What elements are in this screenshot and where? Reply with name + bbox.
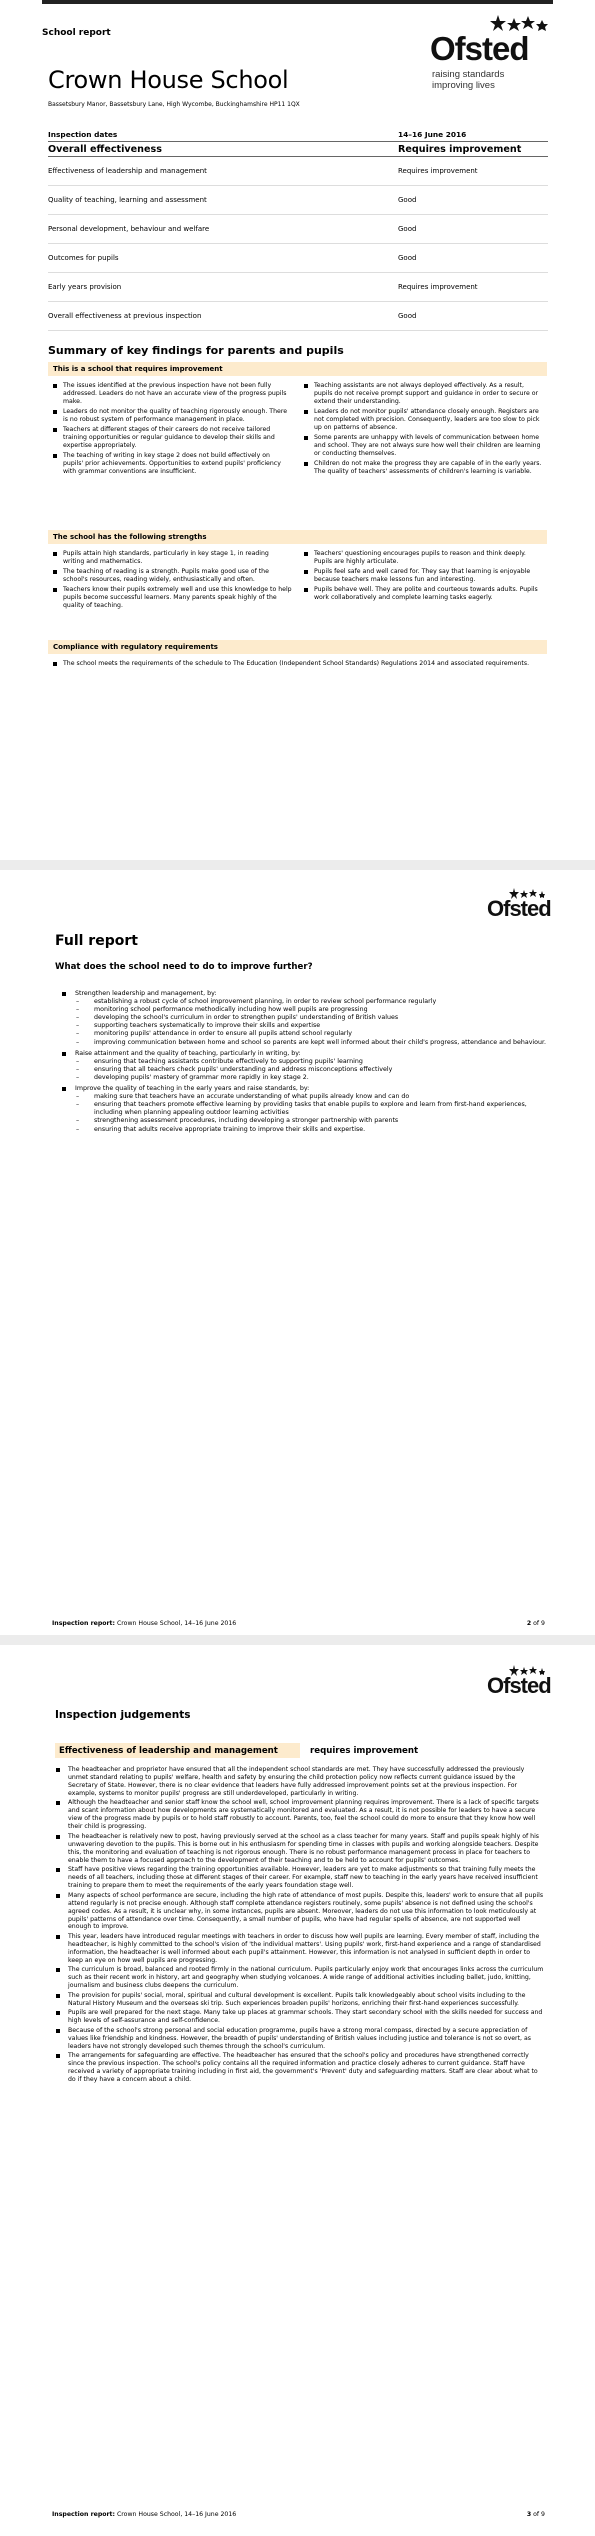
list-item: Pupils are well prepared for the next stage. Many take up places at grammar schools. They start secondary school with the skills needed for success and high levels of self-assurance and self-confidence. bbox=[55, 2009, 545, 2025]
list-item: Teachers know their pupils extremely well and use this knowledge to help pupils become successful learners. Many parents speak highly of the quality of teaching. bbox=[52, 586, 292, 610]
compliance-list bbox=[52, 660, 532, 670]
page-number-current: 2 bbox=[526, 1620, 532, 1627]
judgement-section-label: Effectiveness of leadership and management bbox=[59, 1746, 278, 1756]
list-item: Although the headteacher and senior staff know the school well, school improvement planning requires improvement. There is a lack of specific targets and scant information about how developments are systematically monitored and evaluated. As a result, it is not possible for leaders to have a secure view of the progress made by pupils or to hold staff robustly to account. Parents, too, feel the school could do more to ensure that they know how well their child is progressing. bbox=[55, 1799, 545, 1831]
list-item: – monitoring school performance methodically including how well pupils are progressing bbox=[60, 1006, 550, 1014]
list-item: The curriculum is broad, balanced and rooted firmly in the national curriculum. Pupils particularly enjoy work that encourages links across the curriculum such as their recent work in history, art and geography when studying volcanoes. A wide range of additional activities including ballet, judo, knitting, journalism and business clubs deepens the curriculum. bbox=[55, 1966, 545, 1990]
compliance-bar: Compliance with regulatory requirements bbox=[48, 640, 547, 654]
list-item: The headteacher and proprietor have ensured that all the independent school standards are met. They have successfully addressed the previously unmet standard relating to pupils' welfare, health and safety by ensuring the child protection policy now reflects current guidance issued by the Secretary of State. However, there is no clear evidence that leaders have fully addressed improvement points set at the previous inspection. For example, systems to monitor pupils' progress are still underdeveloped, particularly in writing. bbox=[55, 1766, 545, 1798]
top-rule bbox=[42, 0, 553, 4]
list-item: The headteacher is relatively new to post, having previously served at the school as a class teacher for many years. Staff and pupils speak highly of his unwavering devotion to the pupils. This is borne out in his enthusiasm for spending time in classes with pupils and working alongside teachers. Despite this, the monitoring and evaluation of teaching is not rigorous enough. There is no robust performance management process in place for teachers to enable them to have a focused approach to the development of their teaching and to be held to account for pupils' outcomes. bbox=[55, 1833, 545, 1865]
list-item: – establishing a robust cycle of school improvement planning, in order to review school performance regularly bbox=[60, 998, 550, 1006]
judgement-paragraphs bbox=[55, 1766, 545, 2086]
page-title: Full report bbox=[55, 933, 138, 949]
rating-label: Outcomes for pupils bbox=[48, 244, 398, 273]
rating-value: Good bbox=[398, 215, 548, 244]
list-item: – strengthening assessment procedures, including developing a stronger partnership with parents bbox=[60, 1117, 550, 1125]
logo-word: Ofsted bbox=[487, 896, 551, 921]
page-number-current: 3 bbox=[526, 2511, 532, 2518]
page-number bbox=[527, 2511, 545, 2518]
rating-value: Requires improvement bbox=[398, 157, 548, 186]
list-item: Teaching assistants are not always deployed effectively. As a result, pupils do not receive prompt support and guidance in order to secure or extend their understanding. bbox=[303, 382, 543, 406]
judgement-grade: requires improvement bbox=[310, 1746, 419, 1756]
logo-word: Ofsted bbox=[430, 30, 529, 67]
improve-bar: This is a school that requires improvement bbox=[48, 362, 547, 376]
list-item: – making sure that teachers have an accurate understanding of what pupils already know and can do bbox=[60, 1093, 550, 1101]
list-item: – developing pupils' mastery of grammar more rapidly in key stage 2. bbox=[60, 1074, 550, 1082]
list-item: The provision for pupils' social, moral, spiritual and cultural development is excellent. Pupils talk knowledgeably about school visits including to the Natural History Museum and the overseas ski trip. Such experiences broaden pupils' horizons, enriching their first-hand experiences successfully. bbox=[55, 1992, 545, 2008]
logo-word: Ofsted bbox=[487, 1673, 551, 1698]
strengths-list-left bbox=[52, 550, 292, 612]
list-item: Pupils feel safe and well cared for. They say that learning is enjoyable because teachers make lessons fun and interesting. bbox=[303, 568, 543, 584]
list-item: The school meets the requirements of the schedule to The Education (Independent School Standards) Regulations 2014 and associated requirements. bbox=[52, 660, 532, 668]
list-item: Leaders do not monitor pupils' attendance closely enough. Registers are not completed with precision. Consequently, leaders are too slow to pick up on patterns of absence. bbox=[303, 408, 543, 432]
rating-label: Quality of teaching, learning and assessment bbox=[48, 186, 398, 215]
rating-value: Good bbox=[398, 244, 548, 273]
list-item: – ensuring that teaching assistants contribute effectively to supporting pupils' learning bbox=[60, 1058, 550, 1066]
header-label: School report bbox=[42, 28, 111, 38]
list-item: Many aspects of school performance are secure, including the high rate of attendance of most pupils. Despite this, leaders' work to ensure that all pupils attend regularly is not precise enough. Although staff complete attendance registers routinely, some pupils' absence is not defined using the school's agreed codes. As a result, it is unclear why, in some instances, pupils are absent. Moreover, leaders do not use this information to look meticulously at pupils' patterns of attendance over time. Consequently, a small number of pupils, who have had regular spells of absence, are not supported well enough to improve. bbox=[55, 1892, 545, 1932]
footer-label: Inspection report: bbox=[52, 2511, 115, 2518]
report-page-2 bbox=[0, 870, 595, 1645]
list-item: The issues identified at the previous inspection have not been fully addressed. Leaders do not have an accurate view of the progress pupils make. bbox=[52, 382, 292, 406]
overall-label: Overall effectiveness bbox=[48, 142, 398, 157]
list-item: Staff have positive views regarding the training opportunities available. However, leaders are yet to make adjustments so that training fully meets the needs of all teachers, including those at different stages of their career. For example, staff new to teaching in the early years have received insufficient training to prepare them to meet the requirements of the early years foundation stage well. bbox=[55, 1866, 545, 1890]
section-question: What does the school need to do to improve further? bbox=[55, 962, 313, 972]
list-item: Children do not make the progress they are capable of in the early years. The quality of teachers' assessments of children's learning is variable. bbox=[303, 460, 543, 476]
rating-label: Early years provision bbox=[48, 273, 398, 302]
rating-row bbox=[48, 157, 548, 186]
page-title: Inspection judgements bbox=[55, 1709, 191, 1721]
school-name: Crown House School bbox=[48, 66, 289, 94]
inspection-dates-row bbox=[48, 128, 548, 142]
rating-label: Effectiveness of leadership and management bbox=[48, 157, 398, 186]
list-item: Raise attainment and the quality of teaching, particularly in writing, by: bbox=[60, 1050, 550, 1058]
rating-row bbox=[48, 186, 548, 215]
list-item: The teaching of writing in key stage 2 does not build effectively on pupils' prior achievements. Opportunities to extend pupils' proficiency with grammar conventions are insufficient. bbox=[52, 452, 292, 476]
footer-label: Inspection report: bbox=[52, 1620, 115, 1627]
rating-value: Good bbox=[398, 302, 548, 331]
list-item: This year, leaders have introduced regular meetings with teachers in order to discuss how well pupils are learning. Every member of staff, including the headteacher, is highly committed to the school's vision of 'the individual matters'. Using pupils' work, first-hand experience and a range of standardised information, the headteacher is well informed about each pupil's attainment. However, this information is not analysed in sufficient depth in order to keep an eye on how well pupils are progressing. bbox=[55, 1933, 545, 1965]
footer-text: Crown House School, 14–16 June 2016 bbox=[116, 2511, 237, 2518]
list-item: – monitoring pupils' attendance in order to ensure all pupils attend school regularly bbox=[60, 1030, 550, 1038]
logo-tagline-2: improving lives bbox=[432, 80, 495, 91]
page-number-total: of 9 bbox=[533, 2511, 545, 2518]
page-footer bbox=[52, 1620, 236, 1627]
inspection-dates-value: 14–16 June 2016 bbox=[398, 128, 548, 142]
overall-value: Requires improvement bbox=[398, 142, 548, 157]
list-item: – ensuring that adults receive appropriate training to improve their skills and expertise. bbox=[60, 1126, 550, 1134]
strengths-list-right bbox=[303, 550, 543, 604]
page-number bbox=[527, 1620, 545, 1627]
list-item: Leaders do not monitor the quality of teaching rigorously enough. There is no robust system of performance management in place. bbox=[52, 408, 292, 424]
page-number-total: of 9 bbox=[533, 1620, 545, 1627]
rating-value: Requires improvement bbox=[398, 273, 548, 302]
improvement-list bbox=[60, 987, 550, 1134]
rating-row bbox=[48, 215, 548, 244]
page-divider bbox=[0, 860, 595, 870]
inspection-dates-label: Inspection dates bbox=[48, 128, 398, 142]
school-address: Bassetsbury Manor, Bassetsbury Lane, High Wycombe, Buckinghamshire HP11 1QX bbox=[48, 101, 300, 108]
list-item: – ensuring that teachers promote effective learning by providing tasks that enable pupils to explore and learn from first-hand experiences, including when planning appealing outdoor learning activities bbox=[60, 1101, 550, 1117]
overall-effectiveness-row bbox=[48, 142, 548, 157]
rating-label: Overall effectiveness at previous inspection bbox=[48, 302, 398, 331]
list-item: Pupils behave well. They are polite and courteous towards adults. Pupils work collaboratively and complete learning tasks eagerly. bbox=[303, 586, 543, 602]
list-item: The teaching of reading is a strength. Pupils make good use of the school's resources, reading widely, enthusiastically and often. bbox=[52, 568, 292, 584]
page-footer bbox=[52, 2511, 236, 2518]
list-item: Improve the quality of teaching in the early years and raise standards, by: bbox=[60, 1085, 550, 1093]
report-page-3 bbox=[0, 1645, 595, 2536]
list-item: Teachers' questioning encourages pupils to reason and think deeply. Pupils are highly articulate. bbox=[303, 550, 543, 566]
list-item: Teachers at different stages of their careers do not receive tailored training opportunities or regular guidance to develop their skills and expertise appropriately. bbox=[52, 426, 292, 450]
rating-label: Personal development, behaviour and welfare bbox=[48, 215, 398, 244]
ratings-table bbox=[48, 128, 548, 331]
list-item: – developing the school's curriculum in order to strengthen pupils' understanding of British values bbox=[60, 1014, 550, 1022]
page-divider bbox=[0, 1635, 595, 1645]
logo-tagline-1: raising standards bbox=[432, 69, 505, 80]
rating-row bbox=[48, 273, 548, 302]
list-item: Because of the school's strong personal and social education programme, pupils have a strong moral compass, directed by a secure appreciation of values like friendship and kindness. However, the breadth of pupils' understanding of British values including justice and tolerance is not so overt, as leaders have not strongly developed such themes through the school's curriculum. bbox=[55, 2027, 545, 2051]
list-item: Some parents are unhappy with levels of communication between home and school. They are not always sure how well their children are learning or conducting themselves. bbox=[303, 434, 543, 458]
improve-list-right bbox=[303, 382, 543, 478]
rating-row bbox=[48, 244, 548, 273]
list-item: The arrangements for safeguarding are effective. The headteacher has ensured that the school's policy and procedures have strengthened correctly since the previous inspection. The school's policy contains all the required information and practice closely adheres to current guidance. Staff have received a variety of appropriate training including in first aid, the government's 'Prevent' duty and safeguarding matters. Staff are clear about what to do if they have a concern about a child. bbox=[55, 2052, 545, 2084]
footer-text: Crown House School, 14–16 June 2016 bbox=[116, 1620, 237, 1627]
list-item: Pupils attain high standards, particularly in key stage 1, in reading writing and mathematics. bbox=[52, 550, 292, 566]
rating-value: Good bbox=[398, 186, 548, 215]
strengths-bar: The school has the following strengths bbox=[48, 530, 547, 544]
list-item: Strengthen leadership and management, by: bbox=[60, 990, 550, 998]
list-item: – improving communication between home and school so parents are kept well informed about their child's progress, attendance and behaviour. bbox=[60, 1039, 550, 1047]
list-item: – ensuring that all teachers check pupils' understanding and address misconceptions effectively bbox=[60, 1066, 550, 1074]
report-page-1 bbox=[0, 0, 595, 870]
list-item: – supporting teachers systematically to improve their skills and expertise bbox=[60, 1022, 550, 1030]
improve-list-left bbox=[52, 382, 292, 478]
summary-title: Summary of key findings for parents and pupils bbox=[48, 344, 344, 357]
rating-row bbox=[48, 302, 548, 331]
